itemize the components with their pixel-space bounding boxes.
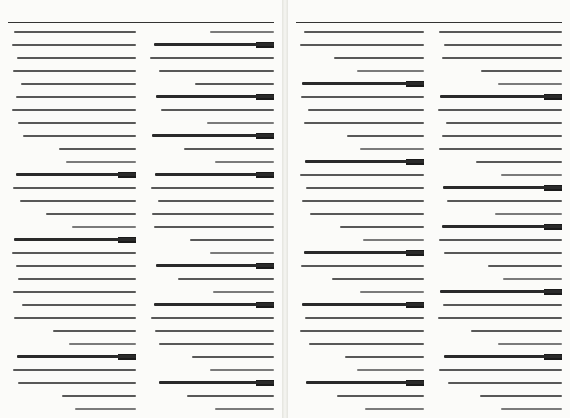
text-line-fill [154, 226, 274, 228]
body-text-line [8, 196, 136, 206]
text-line-fill [310, 213, 424, 215]
body-text-line [296, 274, 424, 284]
body-text-line [8, 92, 136, 102]
left-page [0, 0, 283, 418]
text-line-fill [22, 304, 136, 306]
body-text-line [296, 53, 424, 63]
text-line-fill [14, 31, 136, 33]
body-text-line [8, 118, 136, 128]
text-line-fill [363, 239, 424, 241]
entry-heading-line [146, 92, 274, 102]
body-text-line [434, 365, 562, 375]
entry-heading-line [8, 352, 136, 362]
body-text-line [434, 196, 562, 206]
text-line-fill [443, 186, 562, 189]
entry-heading-line [296, 157, 424, 167]
body-text-line [146, 313, 274, 323]
text-line-fill [59, 148, 136, 150]
body-text-line [146, 144, 274, 154]
text-line-fill [300, 330, 424, 332]
body-text-line [434, 105, 562, 115]
body-text-line [434, 235, 562, 245]
reference-line [146, 365, 274, 375]
entry-heading-line [146, 261, 274, 271]
reference-line [296, 287, 424, 297]
text-line-fill [439, 148, 562, 150]
entry-heading-line [8, 170, 136, 180]
body-text-line [8, 365, 136, 375]
entry-heading-line [434, 183, 562, 193]
text-column-left [296, 27, 424, 411]
body-text-line [8, 183, 136, 193]
body-text-line [8, 248, 136, 258]
text-line-fill [159, 70, 274, 72]
text-line-fill [357, 70, 424, 72]
text-line-fill [309, 343, 424, 345]
body-text-line [146, 274, 274, 284]
body-text-line [434, 391, 562, 401]
text-line-fill [215, 161, 274, 163]
text-line-fill [13, 369, 136, 371]
reference-line [296, 404, 424, 414]
text-line-fill [304, 31, 424, 33]
entry-heading-line [434, 92, 562, 102]
text-line-fill [13, 70, 136, 72]
reference-line [434, 339, 562, 349]
text-line-fill [495, 213, 562, 215]
text-line-fill [498, 83, 562, 85]
entry-heading-line [8, 235, 136, 245]
text-line-fill [365, 408, 424, 410]
text-line-fill [439, 239, 562, 241]
reference-line [146, 157, 274, 167]
text-line-fill [439, 369, 562, 371]
reference-line [146, 248, 274, 258]
body-text-line [146, 235, 274, 245]
text-line-fill [300, 44, 424, 46]
reference-line [146, 27, 274, 37]
body-text-line [434, 40, 562, 50]
text-line-fill [448, 382, 562, 384]
text-line-fill [190, 239, 274, 241]
body-text-line [146, 196, 274, 206]
entry-heading-line [146, 40, 274, 50]
text-line-fill [498, 343, 562, 345]
text-line-fill [302, 303, 424, 306]
body-text-line [8, 144, 136, 154]
text-line-fill [154, 303, 274, 306]
text-line-fill [72, 226, 136, 228]
reference-line [296, 365, 424, 375]
reference-line [8, 339, 136, 349]
text-line-fill [503, 278, 562, 280]
body-text-line [296, 313, 424, 323]
entry-heading-line [296, 79, 424, 89]
body-text-line [8, 66, 136, 76]
body-text-line [8, 53, 136, 63]
text-line-fill [69, 343, 136, 345]
text-column-right [434, 27, 562, 411]
text-line-fill [302, 200, 424, 202]
body-text-line [434, 144, 562, 154]
text-line-fill [12, 109, 136, 111]
text-line-fill [440, 95, 562, 98]
text-line-fill [14, 238, 136, 241]
text-line-fill [439, 31, 562, 33]
text-line-fill [443, 304, 562, 306]
text-column-right [146, 27, 274, 411]
text-line-fill [16, 265, 136, 267]
body-text-line [296, 339, 424, 349]
body-text-line [296, 170, 424, 180]
text-line-fill [444, 355, 562, 358]
entry-heading-line [146, 300, 274, 310]
body-text-line [434, 248, 562, 258]
body-text-line [8, 131, 136, 141]
text-line-fill [195, 83, 274, 85]
text-line-fill [215, 408, 274, 410]
body-text-line [434, 157, 562, 167]
text-line-fill [53, 330, 136, 332]
text-line-fill [151, 187, 274, 189]
text-line-fill [155, 173, 274, 176]
entry-heading-line [434, 222, 562, 232]
body-text-line [8, 326, 136, 336]
body-text-line [434, 131, 562, 141]
text-line-fill [17, 57, 136, 59]
text-line-fill [334, 57, 424, 59]
reference-line [146, 118, 274, 128]
text-line-fill [16, 96, 136, 98]
reference-line [296, 144, 424, 154]
text-line-fill [151, 317, 274, 319]
body-text-line [434, 66, 562, 76]
text-line-fill [442, 135, 562, 137]
text-line-fill [23, 135, 136, 137]
body-text-line [296, 92, 424, 102]
body-text-line [434, 326, 562, 336]
body-text-line [146, 222, 274, 232]
text-line-fill [305, 317, 424, 319]
body-text-line [296, 183, 424, 193]
text-line-fill [501, 408, 562, 410]
entry-heading-line [434, 287, 562, 297]
text-line-fill [20, 200, 136, 202]
text-line-fill [184, 148, 274, 150]
body-text-line [8, 313, 136, 323]
body-text-line [8, 391, 136, 401]
body-text-line [8, 274, 136, 284]
body-text-line [296, 352, 424, 362]
text-line-fill [302, 82, 424, 85]
body-text-line [296, 261, 424, 271]
body-text-line [8, 79, 136, 89]
entry-heading-line [296, 300, 424, 310]
body-text-line [434, 118, 562, 128]
text-line-fill [12, 252, 136, 254]
text-line-fill [18, 278, 136, 280]
body-text-line [8, 378, 136, 388]
text-line-fill [207, 122, 274, 124]
reference-line [296, 235, 424, 245]
reference-line [8, 222, 136, 232]
reference-line [146, 287, 274, 297]
entry-heading-line [146, 170, 274, 180]
body-text-line [146, 326, 274, 336]
text-line-fill [340, 226, 424, 228]
header-rule [296, 22, 562, 23]
header-rule [8, 22, 274, 23]
body-text-line [146, 66, 274, 76]
text-line-fill [18, 382, 136, 384]
text-line-fill [304, 251, 424, 254]
text-line-fill [66, 161, 136, 163]
body-text-line [146, 79, 274, 89]
text-line-fill [301, 96, 424, 98]
body-text-line [434, 27, 562, 37]
text-line-fill [213, 291, 274, 293]
body-text-line [434, 300, 562, 310]
body-text-line [296, 326, 424, 336]
text-line-fill [187, 395, 274, 397]
reference-line [296, 66, 424, 76]
body-text-line [296, 27, 424, 37]
text-line-fill [476, 161, 562, 163]
text-line-fill [306, 187, 424, 189]
text-line-fill [18, 122, 136, 124]
body-text-line [434, 261, 562, 271]
text-line-fill [150, 57, 274, 59]
text-line-fill [442, 57, 562, 59]
body-text-line [146, 183, 274, 193]
body-text-line [296, 118, 424, 128]
body-text-line [8, 209, 136, 219]
text-line-fill [62, 395, 136, 397]
text-line-fill [332, 278, 424, 280]
body-text-line [434, 313, 562, 323]
text-line-fill [442, 225, 562, 228]
text-line-fill [158, 200, 274, 202]
body-text-line [296, 131, 424, 141]
body-text-line [8, 105, 136, 115]
text-line-fill [13, 291, 136, 293]
text-line-fill [447, 200, 562, 202]
text-line-fill [152, 134, 274, 137]
body-text-line [146, 105, 274, 115]
text-line-fill [300, 174, 424, 176]
text-line-fill [444, 252, 562, 254]
text-line-fill [154, 43, 274, 46]
text-line-fill [488, 265, 562, 267]
text-line-fill [337, 395, 424, 397]
entry-heading-line [146, 131, 274, 141]
text-line-fill [501, 174, 562, 176]
text-line-fill [357, 369, 424, 371]
text-line-fill [446, 122, 562, 124]
body-text-line [146, 339, 274, 349]
body-text-line [296, 40, 424, 50]
body-text-line [296, 209, 424, 219]
body-text-line [296, 196, 424, 206]
body-text-line [296, 222, 424, 232]
text-line-fill [159, 343, 274, 345]
body-text-line [434, 53, 562, 63]
text-line-fill [444, 44, 562, 46]
body-text-line [8, 300, 136, 310]
body-text-line [8, 287, 136, 297]
body-text-line [8, 261, 136, 271]
body-text-line [296, 391, 424, 401]
text-line-fill [14, 317, 136, 319]
reference-line [8, 157, 136, 167]
text-line-fill [308, 109, 424, 111]
text-line-fill [16, 173, 136, 176]
text-line-fill [192, 356, 274, 358]
text-line-fill [210, 369, 274, 371]
text-line-fill [156, 264, 274, 267]
text-line-fill [161, 109, 274, 111]
text-line-fill [210, 252, 274, 254]
reference-line [434, 404, 562, 414]
entry-heading-line [434, 352, 562, 362]
text-line-fill [159, 381, 274, 384]
text-line-fill [304, 122, 424, 124]
text-line-fill [360, 291, 424, 293]
reference-line [434, 79, 562, 89]
text-line-fill [438, 317, 562, 319]
text-line-fill [345, 356, 424, 358]
text-line-fill [210, 31, 274, 33]
text-line-fill [12, 44, 136, 46]
text-line-fill [306, 381, 424, 384]
text-line-fill [481, 70, 562, 72]
text-line-fill [155, 330, 274, 332]
body-text-line [8, 40, 136, 50]
body-text-line [296, 105, 424, 115]
text-line-fill [46, 213, 136, 215]
text-line-fill [360, 148, 424, 150]
entry-heading-line [296, 378, 424, 388]
text-line-fill [347, 135, 424, 137]
text-line-fill [305, 160, 424, 163]
reference-line [434, 209, 562, 219]
reference-line [8, 404, 136, 414]
text-line-fill [471, 330, 562, 332]
text-line-fill [21, 83, 136, 85]
body-text-line [146, 209, 274, 219]
body-text-line [434, 378, 562, 388]
text-column-left [8, 27, 136, 411]
entry-heading-line [146, 378, 274, 388]
body-text-line [146, 53, 274, 63]
body-text-line [146, 352, 274, 362]
text-line-fill [438, 109, 562, 111]
text-line-fill [440, 290, 562, 293]
text-line-fill [75, 408, 136, 410]
reference-line [146, 404, 274, 414]
text-line-fill [480, 395, 562, 397]
text-line-fill [17, 355, 136, 358]
text-line-fill [301, 265, 424, 267]
right-page [288, 0, 570, 418]
entry-heading-line [296, 248, 424, 258]
reference-line [434, 170, 562, 180]
reference-line [434, 274, 562, 284]
text-line-fill [152, 213, 274, 215]
body-text-line [146, 391, 274, 401]
text-line-fill [156, 95, 274, 98]
body-text-line [8, 27, 136, 37]
text-line-fill [13, 187, 136, 189]
text-line-fill [178, 278, 274, 280]
